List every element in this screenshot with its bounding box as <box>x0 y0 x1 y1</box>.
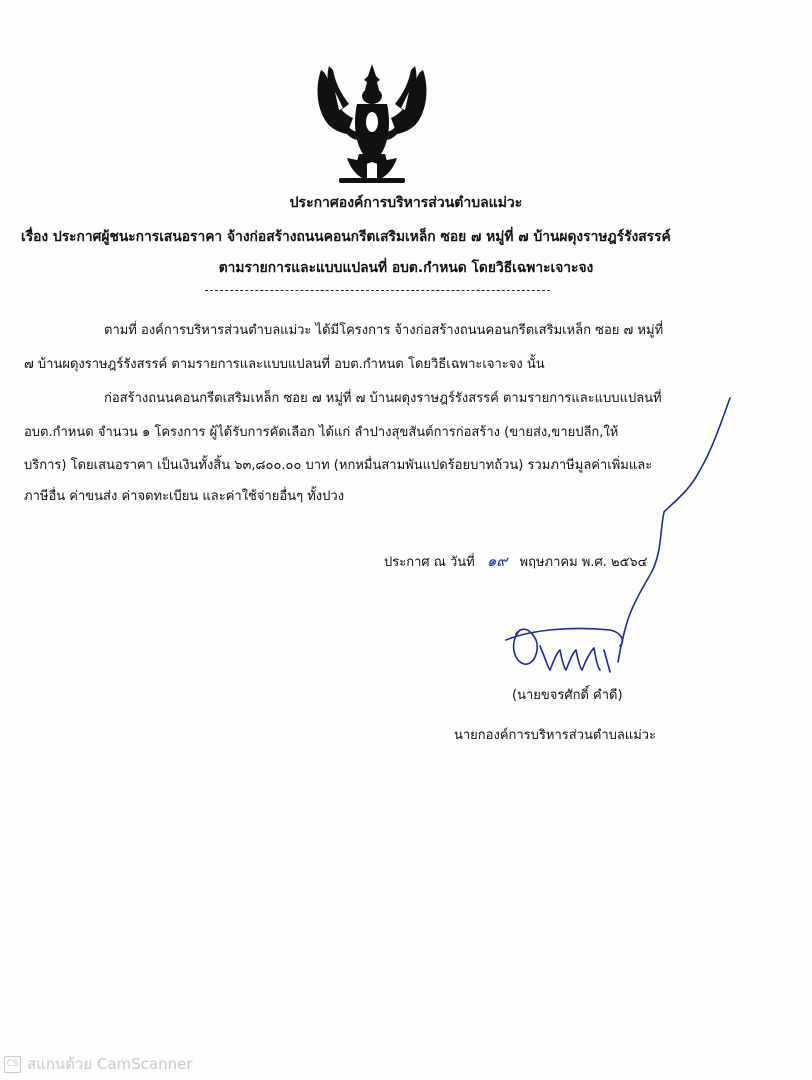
announce-prefix: ประกาศ ณ วันที่ <box>384 555 475 570</box>
garuda-emblem-icon <box>313 62 431 186</box>
body-line-6: ภาษีอื่น ค่าขนส่ง ค่าจดทะเบียน และค่าใช้จ่ายอื่นๆ ทั้งปวง <box>24 489 345 504</box>
body-line-5: บริการ) โดยเสนอราคา เป็นเงินทั้งสิ้น ๖๓,๘๐๐.๐๐ บาท (หกหมื่นสามพันแปดร้อยบาทถ้วน) รวมภาษีมูลค่าเพิ่มและ <box>24 458 653 473</box>
scanner-watermark <box>4 1052 193 1076</box>
header-divider <box>205 290 550 291</box>
announce-day-handwritten: ๑๙ <box>486 552 508 570</box>
document-subject: เรื่อง ประกาศผู้ชนะการเสนอราคา จ้างก่อสร้างถนนคอนกรีตเสริมเหล็ก ซอย ๗ หมู่ที่ ๗ บ้านผดุงราษฎร์รังสรรค์ <box>21 229 671 245</box>
announce-month-year: พฤษภาคม พ.ศ. ๒๕๖๔ <box>519 555 648 570</box>
body-line-3: ก่อสร้างถนนคอนกรีตเสริมเหล็ก ซอย ๗ หมู่ที่ ๗ บ้านผดุงราษฎร์รังสรรค์ ตามรายการและแบบแปลนที่ <box>104 391 662 406</box>
document-subject-continued: ตามรายการและแบบแปลนที่ อบต.กำหนด โดยวิธีเฉพาะเจาะจง <box>218 260 594 276</box>
body-line-1: ตามที่ องค์การบริหารส่วนตำบลแม่วะ ได้มีโครงการ จ้างก่อสร้างถนนคอนกรีตเสริมเหล็ก ซอย ๗ หมู่ที่ <box>104 323 664 338</box>
body-line-2: ๗ บ้านผดุงราษฎร์รังสรรค์ ตามรายการและแบบแปลนที่ อบต.กำหนด โดยวิธีเฉพาะเจาะจง นั้น <box>24 357 545 372</box>
announce-date <box>384 552 648 572</box>
scanner-watermark-text: สแกนด้วย CamScanner <box>27 1055 193 1073</box>
signatory-name: (นายขจรศักดิ์ คำดี) <box>512 688 623 703</box>
camscanner-logo-icon: CS <box>4 1056 21 1073</box>
signatory-position: นายกองค์การบริหารส่วนตำบลแม่วะ <box>454 728 657 743</box>
body-line-4: อบต.กำหนด จำนวน ๑ โครงการ ผู้ได้รับการคัดเลือก ได้แก่ ลำปางสุขสันต์การก่อสร้าง (ขายส่ง,ขายปลีก,ให้ <box>24 425 619 440</box>
document-title: ประกาศองค์การบริหารส่วนตำบลแม่วะ <box>289 195 523 211</box>
